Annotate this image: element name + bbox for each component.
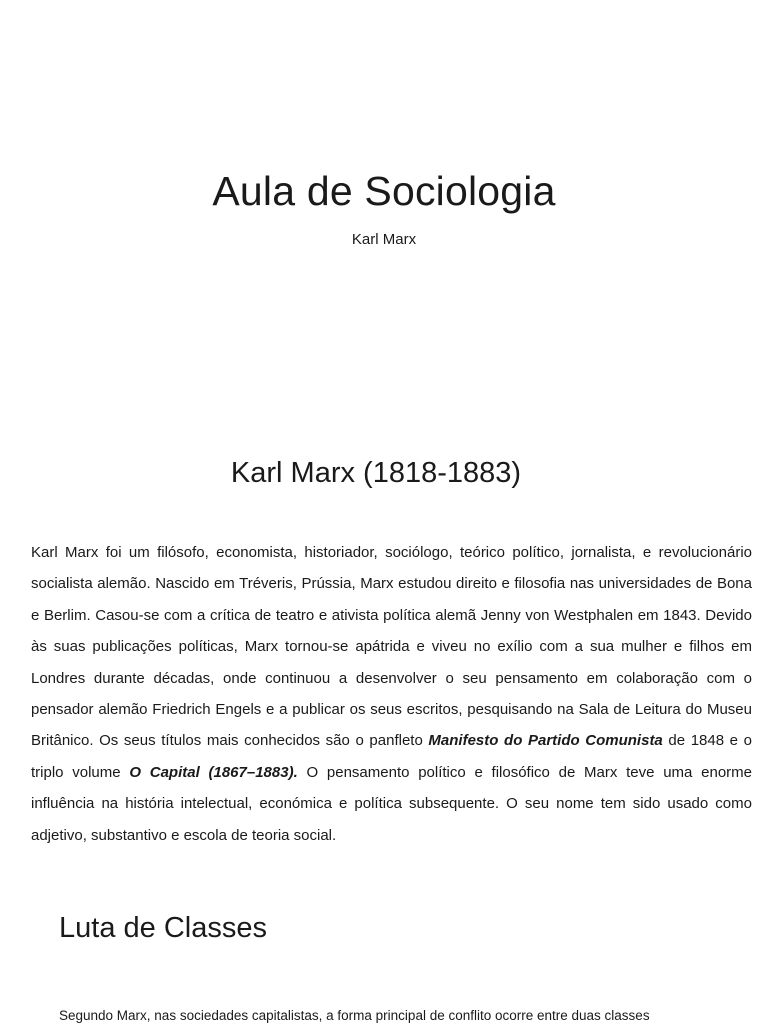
class-struggle-paragraph: Segundo Marx, nas sociedades capitalistas, a forma principal de conflito ocorre entre duas classes xyxy=(59,1008,650,1023)
biography-text-part2: de 1848 e o triplo volume xyxy=(31,732,752,781)
slide-title: Aula de Sociologia xyxy=(212,168,556,214)
biography-heading: Karl Marx (1818-1883) xyxy=(230,457,522,489)
biography-paragraph xyxy=(31,537,752,851)
biography-text-part1: Karl Marx foi um filósofo, economista, historiador, sociólogo, teórico político, jornalista, e revolucionário socialista alemão. Nascido em Tréveris, Prússia, Marx estudou direito e filosofia nas universidades de Bona e Berlim. Casou-se com a crítica de teatro e ativista política alemã Jenny von Westphalen em 1843. Devido às suas publicações políticas, Marx tornou-se apátrida e viveu no exílio com a sua mulher e filhos em Londres durante décadas, onde continuou a desenvolver o seu pensamento em colaboração com o pensador alemão Friedrich Engels e a publicar os seus escritos, pesquisando na Sala de Leitura do Museu Britânico. Os seus títulos mais conhecidos são o panfleto xyxy=(31,544,752,750)
class-struggle-heading: Luta de Classes xyxy=(59,912,267,944)
biography-text-part3: O pensamento político e filosófico de Marx teve uma enorme influência na história intelectual, económica e política subsequente. O seu nome tem sido usado como adjetivo, substantivo e escola de teoria social. xyxy=(31,763,752,844)
work-title-capital: O Capital (1867–1883). xyxy=(129,763,298,781)
work-title-manifesto: Manifesto do Partido Comunista xyxy=(428,732,663,750)
slide-subtitle: Karl Marx xyxy=(351,231,417,248)
